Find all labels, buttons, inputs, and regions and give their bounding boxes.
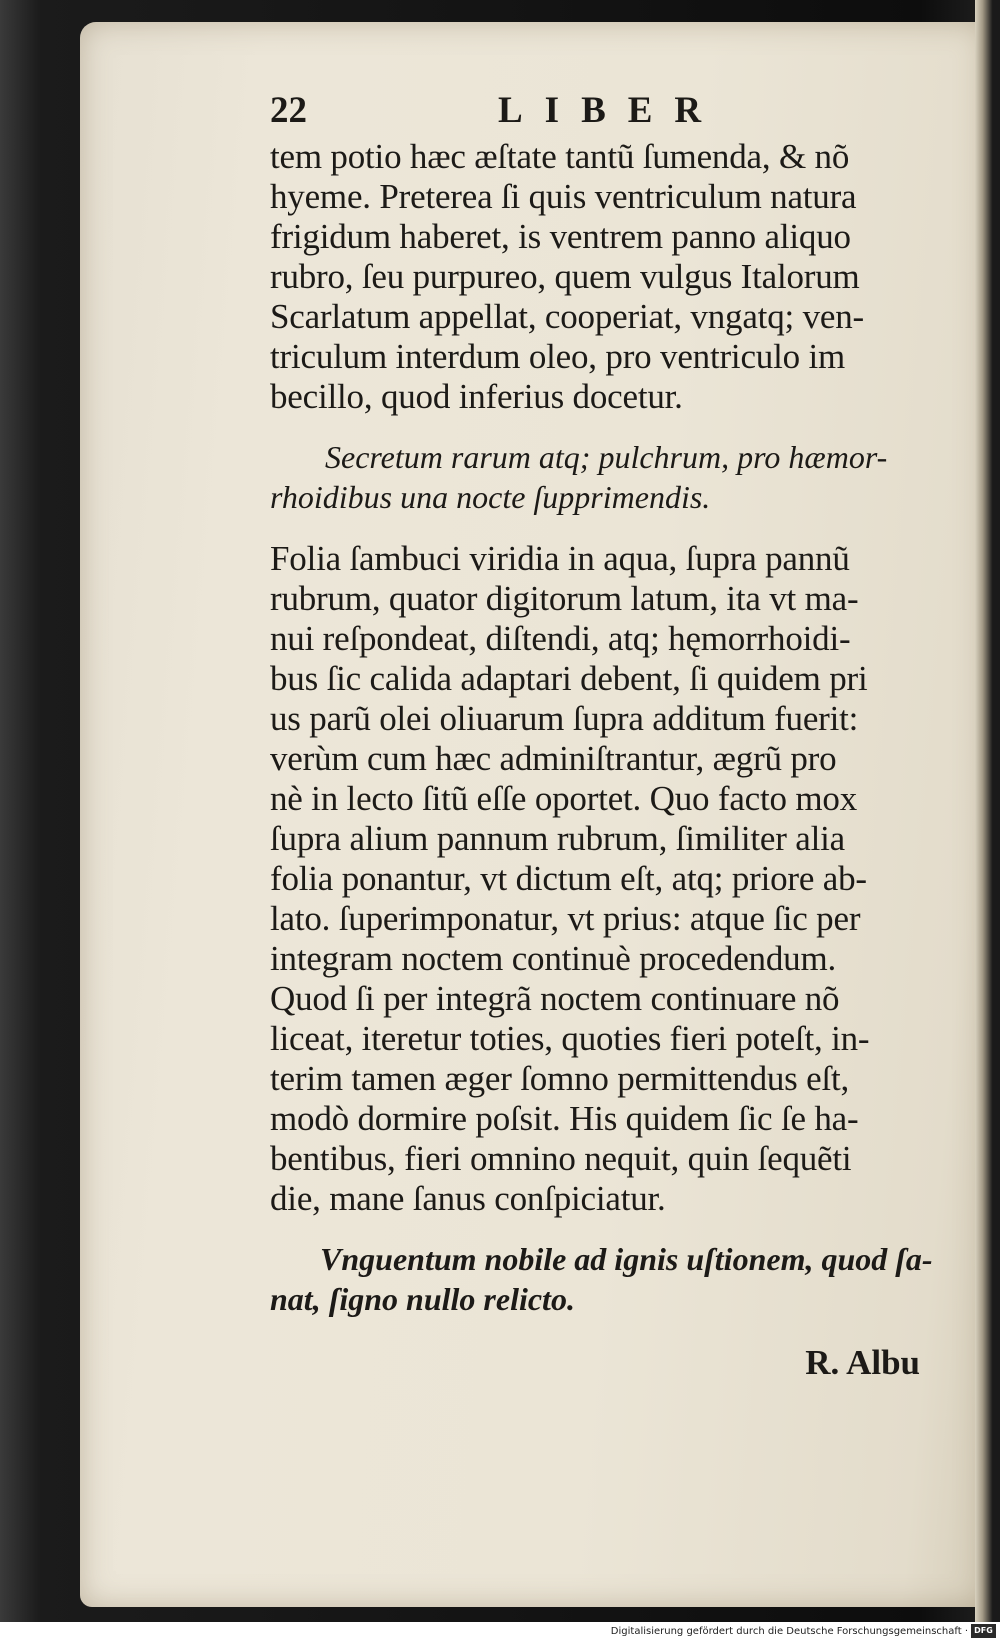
paragraph-2: [270, 539, 960, 1219]
text-line: rubrum, quator digitorum latum, ita vt ma-: [270, 579, 859, 618]
text-line: triculum interdum oleo, pro ventriculo im: [270, 337, 846, 376]
page-number: 22: [270, 90, 307, 131]
paragraph-1: [270, 137, 960, 417]
section-heading-hemorrhoids: [270, 437, 960, 517]
text-line: bus ſic calida adaptari debent, ſi quidem pri: [270, 659, 868, 698]
text-line: hyeme. Preterea ſi quis ventriculum natura: [270, 177, 857, 216]
text-line: modò dormire poſsit. His quidem ſic ſe ha-: [270, 1099, 859, 1138]
text-line: Folia ſambuci viridia in aqua, ſupra pannũ: [270, 539, 850, 578]
heading-line: Secretum rarum atq; pulchrum, pro hæmor-: [325, 439, 888, 475]
catchword: R. Albu: [805, 1343, 920, 1382]
text-line: lato. ſuperimponatur, vt prius: atque ſic per: [270, 899, 861, 938]
text-line: tem potio hæc æſtate tantũ ſumenda, & nõ: [270, 137, 850, 176]
heading-line: rhoidibus una nocte ſupprimendis.: [270, 479, 711, 515]
heading-line: nat, ſigno nullo relicto.: [270, 1281, 575, 1317]
text-line: Scarlatum appellat, cooperiat, vngatq; ven-: [270, 297, 864, 336]
text-line: nui reſpondeat, diſtendi, atq; hęmorrhoidi-: [270, 619, 851, 658]
text-line: verùm cum hæc adminiſtrantur, ægrũ pro: [270, 739, 837, 778]
text-line: liceat, iteretur toties, quoties fieri poteſt, in-: [270, 1019, 870, 1058]
running-title: LIBER: [498, 90, 724, 131]
heading-line: Vnguentum nobile ad ignis uſtionem, quod ſa-: [320, 1241, 933, 1277]
footer-credit: Digitalisierung gefördert durch die Deutsche Forschungsgemeinschaft ·: [610, 1626, 968, 1637]
text-line: nè in lecto ſitũ eſſe oportet. Quo facto mox: [270, 779, 858, 818]
text-line: ſupra alium pannum rubrum, ſimiliter alia: [270, 819, 845, 858]
text-line: Quod ſi per integrã noctem continuare nõ: [270, 979, 840, 1018]
text-line: integram noctem continuè procedendum.: [270, 939, 837, 978]
text-line: us parũ olei oliuarum ſupra additum fuerit:: [270, 699, 859, 738]
digitization-footer: [0, 1622, 1000, 1641]
page-edge: [975, 0, 1000, 1622]
text-line: folia ponantur, vt dictum eſt, atq; priore ab-: [270, 859, 867, 898]
text-line: rubro, ſeu purpureo, quem vulgus Italorum: [270, 257, 860, 296]
section-heading-burn-ointment: [270, 1239, 960, 1319]
text-line: die, mane ſanus conſpiciatur.: [270, 1179, 666, 1218]
page-text: [270, 85, 960, 1383]
text-line: frigidum haberet, is ventrem panno aliquo: [270, 217, 851, 256]
dfg-logo-icon: DFG: [971, 1624, 996, 1638]
running-head: [270, 85, 960, 137]
text-line: bentibus, fieri omnino nequit, quin ſequẽti: [270, 1139, 852, 1178]
text-line: becillo, quod inferius docetur.: [270, 377, 683, 416]
text-line: terim tamen æger ſomno permittendus eſt,: [270, 1059, 850, 1098]
